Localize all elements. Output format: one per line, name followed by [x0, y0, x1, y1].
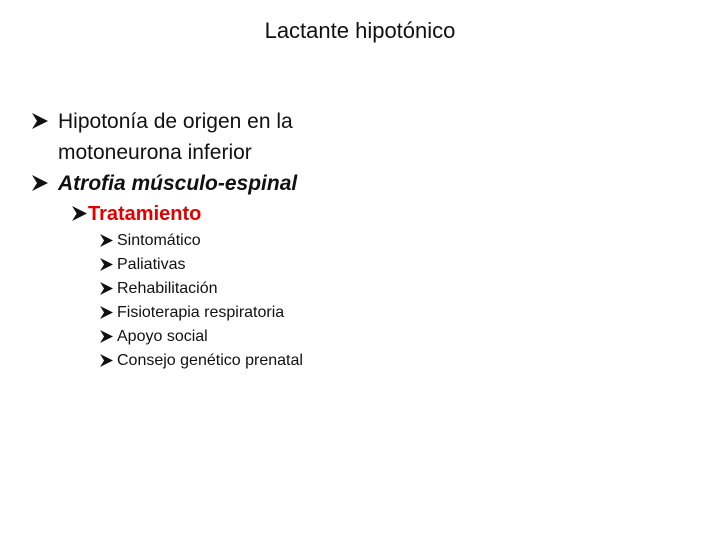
- list-item: [100, 325, 303, 349]
- bullet-hipotonia: [32, 106, 358, 168]
- arrow-bullet-icon: [72, 206, 88, 221]
- list-item: [100, 277, 303, 301]
- list-item: [100, 229, 303, 253]
- bullet-text: Hipotonía de origen en la motoneurona inferior: [58, 110, 293, 164]
- arrow-bullet-icon: [32, 113, 58, 129]
- arrow-bullet-icon: [32, 175, 58, 191]
- list-item-text: Rehabilitación: [117, 280, 218, 297]
- list-item: [100, 349, 303, 373]
- arrow-bullet-icon: [100, 306, 117, 319]
- list-item-text: Consejo genético prenatal: [117, 352, 303, 369]
- arrow-bullet-icon: [100, 258, 117, 271]
- list-item-text: Sintomático: [117, 232, 201, 249]
- list-item-text: Paliativas: [117, 256, 186, 273]
- bullet-text: Atrofia músculo-espinal: [58, 172, 298, 195]
- bullet-tratamiento: [72, 199, 201, 229]
- list-item: [100, 301, 303, 325]
- arrow-bullet-icon: [100, 234, 117, 247]
- list-item-text: Fisioterapia respiratoria: [117, 304, 285, 321]
- arrow-bullet-icon: [100, 330, 117, 343]
- bullet-text: Tratamiento: [88, 203, 202, 225]
- list-item-text: Apoyo social: [117, 328, 208, 345]
- bullet-atrofia: [32, 168, 358, 199]
- list-item: [100, 253, 303, 277]
- tratamiento-list: [100, 229, 303, 373]
- slide-title: Lactante hipotónico: [264, 18, 456, 43]
- arrow-bullet-icon: [100, 282, 117, 295]
- arrow-bullet-icon: [100, 354, 117, 367]
